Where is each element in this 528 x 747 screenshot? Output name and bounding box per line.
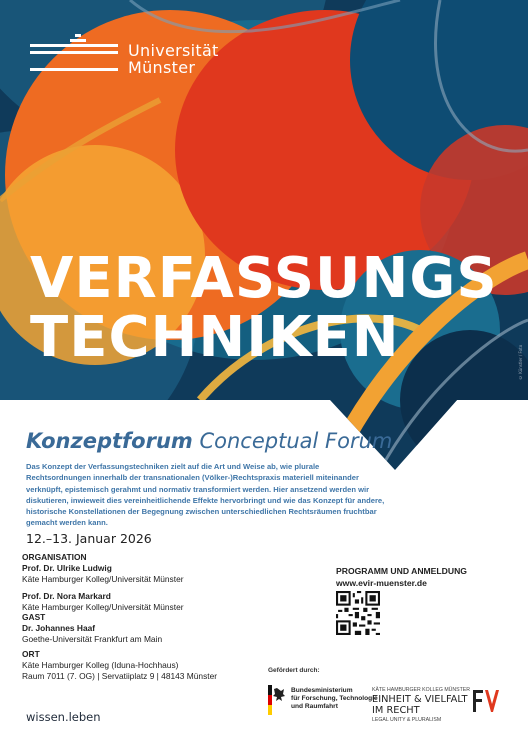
image-credit: © Künstler / Foto [518,344,523,380]
university-name-line2: Münster [128,58,196,77]
bmbf-line: für Forschung, Technologie [291,695,378,702]
location-block [22,649,217,683]
title-line2: TECHNIKEN [30,305,400,370]
evir-title-line2: IM RECHT [372,705,420,716]
federal-eagle-flag-icon [268,685,288,719]
qr-code-icon[interactable] [336,591,380,635]
organisation-block [22,552,184,586]
abstract-text: Das Konzept der Verfassungstechniken zielt auf die Art und Weise ab, wie plurale Rechtsordnungen innerhalb der transnationalen (Völker-)Rechtspraxis materiell miteinander verknüpft, epistemisch gerahmt und normativ transformiert werden. Hier ansetzend werden wir diskutieren, inwieweit dies vereinheitlichende Effekte hervorbringt und wie das Konzept für andere, historische Konstellationen der Begegnung zwischen unterschiedlichen Rechtsräumen fruchtbar gemacht werden kann. [26,462,385,528]
university-name-line1: Universität [128,41,219,60]
guest-heading: GAST [22,612,46,622]
location-line1: Käte Hamburger Kolleg (Iduna-Hochhaus) [22,660,179,671]
forum-heading-de: Konzeptforum [26,429,193,453]
slogan: wissen.leben [26,710,101,724]
university-name [128,42,219,76]
evir-title [372,694,467,716]
evir-logo-icon [471,688,501,714]
forum-heading [26,429,392,453]
bmbf-name [291,687,381,711]
organiser-affiliation: Käte Hamburger Kolleg/Universität Münster [22,602,184,613]
organiser-block-2 [22,591,184,613]
title-line1: VERFASSUNGS [30,246,498,311]
guest-block [22,612,162,646]
university-logo-icon [30,27,120,75]
evir-title-line1: EINHEIT & VIELFALT [372,694,468,705]
guest-affiliation: Goethe-Universität Frankfurt am Main [22,634,163,645]
location-line2: Raum 7011 (7. OG) | Servatiiplatz 9 | 48143 Münster [22,671,218,682]
program-block [336,566,467,589]
program-heading: PROGRAMM UND ANMELDUNG [336,566,467,576]
sponsor-label: Gefördert durch: [268,667,320,674]
event-date: 12.–13. Januar 2026 [26,531,152,546]
organisation-heading: ORGANISATION [22,552,87,562]
bmbf-line: Bundesministerium [291,687,353,694]
forum-heading-en: Conceptual Forum [199,429,393,453]
organiser-affiliation: Käte Hamburger Kolleg/Universität Münster [22,574,184,585]
guest-name: Dr. Johannes Haaf [22,623,96,634]
bmbf-line: und Raumfahrt [291,703,338,710]
organiser-name: Prof. Dr. Nora Markard [22,591,111,601]
organiser-name: Prof. Dr. Ulrike Ludwig [22,563,112,574]
evir-subtitle: LEGAL UNITY & PLURALISM [372,717,442,723]
location-heading: ORT [22,649,40,659]
evir-kolleg-label: KÄTE HAMBURGER KOLLEG MÜNSTER [372,687,471,693]
program-url[interactable]: www.evir-muenster.de [336,577,427,588]
